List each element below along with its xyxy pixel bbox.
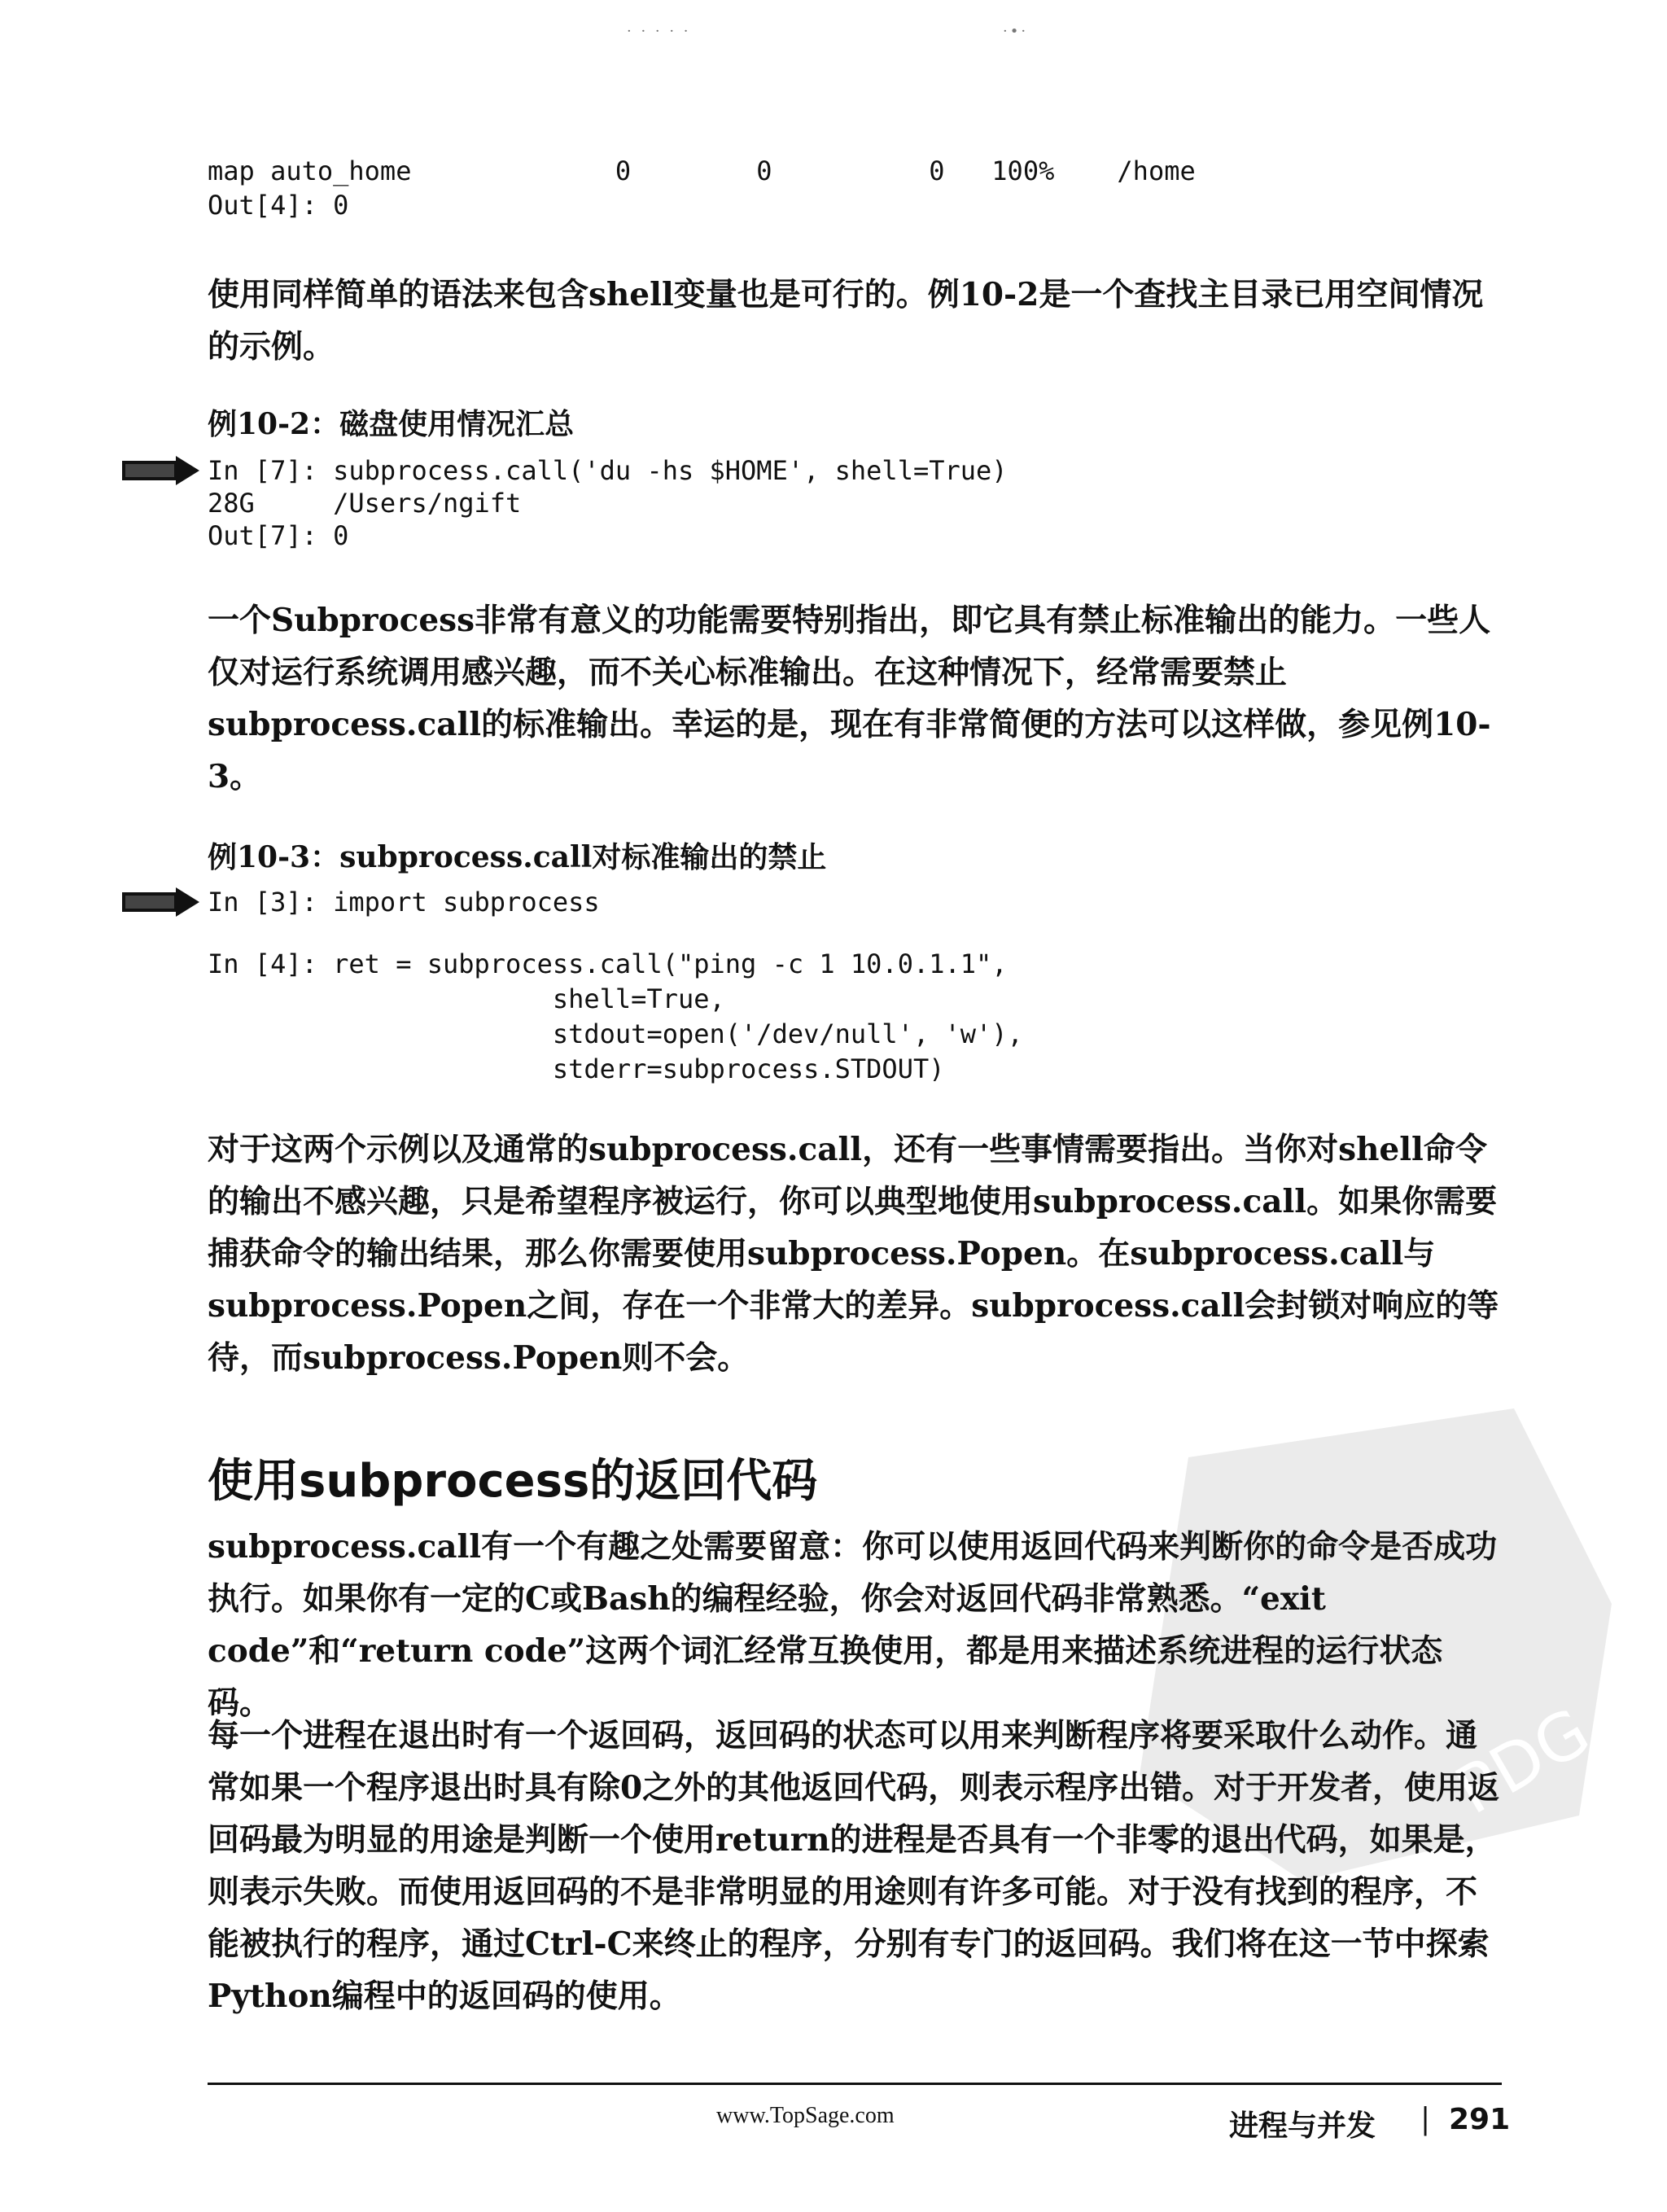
pointer-arrow-icon [122,456,199,485]
footer-url: www.TopSage.com [716,2103,895,2128]
paragraph: 每一个进程在退出时有一个返回码，返回码的状态可以用来判断程序将要采取什么动作。通常如果一个程序退出时具有除0之外的其他返回代码，则表示程序出错。对于开发者，使用返回码最为明显的用途是判断一个使用return的进程是否具有一个非零的退出代码，如果是，则表示失败。而使用返回码的不是非常明显的用途则有许多可能。对于没有找到的程序，不能被执行的程序，通过Ctrl-C来终止的程序，分别有专门的返回码。我们将在这一节中探索Python编程中的返回码的使用。 [208,1717,1500,2015]
paragraph: 对于这两个示例以及通常的subprocess.call，还有一些事情需要指出。当你对shell命令的输出不感兴趣，只是希望程序被运行，你可以典型地使用subprocess.call。如果你需要捕获命令的输出结果，那么你需要使用subprocess.Popen。在subprocess.call与subprocess.Popen之间，存在一个非常大的差异。subprocess.call会封锁对响应的等待，而subprocess.Popen则不会。 [208,1131,1499,1377]
paragraph: 一个Subprocess非常有意义的功能需要特别指出，即它具有禁止标准输出的能力。一些人仅对运行系统调用感兴趣，而不关心标准输出。在这种情况下，经常需要禁止subprocess.call的标准输出。幸运的是，现在有非常简便的方法可以这样做，参见例10-3。 [208,602,1491,795]
page-number: 291 [1449,2103,1511,2136]
code-line: Out[4]: 0 [208,190,349,221]
pointer-arrow-icon [122,887,199,917]
code-line: In [3]: import subprocess [208,887,600,918]
scan-mark: · · · · · [627,23,691,40]
code-block: In [4]: ret = subprocess.call("ping -c 1 10.0.1.1", shell=True, stdout=open('/dev/null', 'w'), stderr=subprocess.STDOUT) [208,948,1023,1084]
example-caption: 例10-2：磁盘使用情况汇总 [208,407,575,441]
watermark-text: PDG [1443,1693,1603,1829]
example-caption: 例10-3：subprocess.call对标准输出的禁止 [208,840,827,874]
code-line: In [7]: subprocess.call('du -hs $HOME', shell=True) [208,455,1008,486]
code-line: map auto_home 0 0 0 100% /home [208,155,1196,186]
section-heading: 使用subprocess的返回代码 [208,1455,818,1508]
code-line: Out[7]: 0 [208,520,349,551]
footer-rule [208,2083,1502,2085]
footer-chapter: 进程与并发 [1229,2109,1376,2143]
code-line: 28G /Users/ngift [208,488,522,519]
footer-separator: | [1420,2103,1431,2136]
paragraph: subprocess.call有一个有趣之处需要留意：你可以使用返回代码来判断你的命令是否成功执行。如果你有一定的C或Bash的编程经验，你会对返回代码非常熟悉。“exit code”和“return code”这两个词汇经常互换使用，都是用来描述系统进程的运行状态码。 [208,1528,1498,1722]
scan-mark: ·•· [1003,23,1029,40]
paragraph: 使用同样简单的语法来包含shell变量也是可行的。例10-2是一个查找主目录已用空间情况的示例。 [208,276,1484,366]
